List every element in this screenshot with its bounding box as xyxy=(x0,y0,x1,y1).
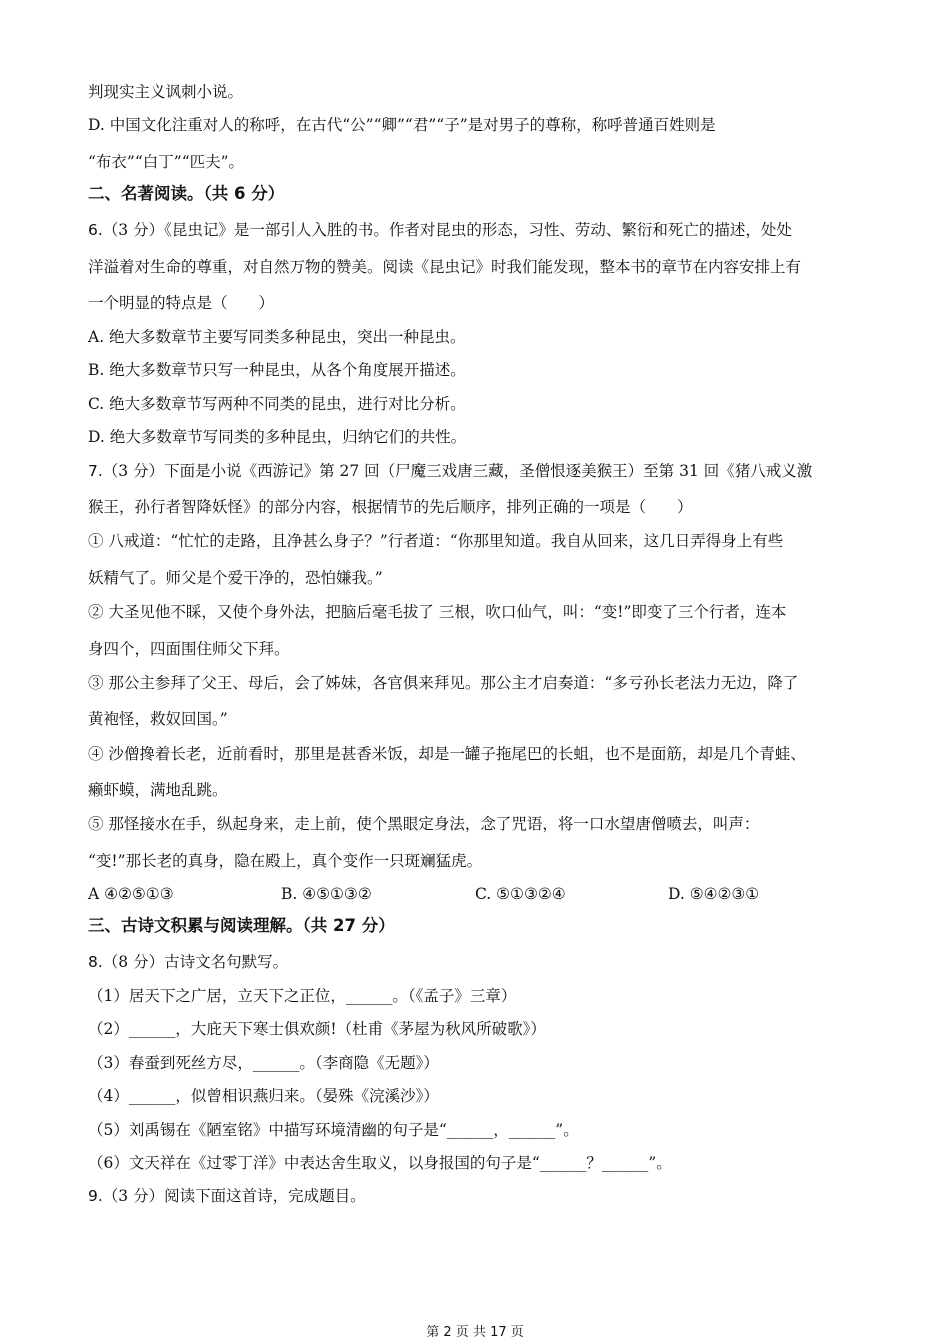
option-d: D. 绝大多数章节写同类的多种昆虫，归纳它们的共性。 xyxy=(88,428,467,446)
text-line: 一个明显的特点是（ ） xyxy=(88,294,275,312)
option-b: B. 绝大多数章节只写一种昆虫，从各个角度展开描述。 xyxy=(88,361,466,379)
text-line: 猴王，孙行者智降妖怪》的部分内容，根据情节的先后顺序，排列正确的一项是（ ） xyxy=(88,498,693,516)
option-c: C. 绝大多数章节写两种不同类的昆虫，进行对比分析。 xyxy=(88,395,466,413)
option-d-line: D. 中国文化注重对人的称呼，在古代“公”“卿”“君”“子”是对男子的尊称，称呼普通百姓则是 xyxy=(88,116,716,134)
fill-in-item-2: （2）______，大庇天下寒士俱欢颜!（杜甫《茅屋为秋风所破歌》） xyxy=(88,1020,546,1038)
passage-1-line: ① 八戒道：“忙忙的走路，且净甚么身子？”行者道：“你那里知道。我自从回来，这几日弄得身上有些 xyxy=(88,532,784,550)
question-text: （3 分）阅读下面这首诗，完成题目。 xyxy=(102,1187,366,1205)
page-total: 17 xyxy=(490,1325,507,1340)
page-number: 2 xyxy=(443,1325,452,1340)
question-text: （3 分）《昆虫记》是一部引人入胜的书。作者对昆虫的形态，习性、劳动、繁衍和死亡的描述，处处 xyxy=(102,221,792,239)
passage-2-line: 身四个，四面围住师父下拜。 xyxy=(88,640,290,658)
question-9-stem xyxy=(88,1186,366,1206)
passage-5-line: ⑤ 那怪接水在手，纵起身来，走上前，使个黑眼定身法，念了咒语，将一口水望唐僧喷去，叫声： xyxy=(88,815,760,833)
section-heading-3: 三、古诗文积累与阅读理解。（共 27 分） xyxy=(88,916,395,935)
option-a: A ④②⑤①③ xyxy=(88,885,174,903)
footer-text: 页 xyxy=(506,1325,524,1340)
question-8-stem xyxy=(88,952,288,972)
question-number: 6. xyxy=(88,221,103,239)
option-b: B. ④⑤①③② xyxy=(281,885,372,903)
fill-in-item-6: （6）文天祥在《过零丁洋》中表达舍生取义，以身报国的句子是“______？______”。 xyxy=(88,1154,672,1172)
text-line: 判现实主义讽刺小说。 xyxy=(88,83,244,101)
question-text: （8 分）古诗文名句默写。 xyxy=(102,953,289,971)
question-number: 9. xyxy=(88,1187,103,1205)
passage-4-line: ④ 沙僧搀着长老，近前看时，那里是甚香米饭，却是一罐子拖尾巴的长蛆，也不是面筋，却是几个青蛙、 xyxy=(88,745,806,763)
question-number: 7. xyxy=(88,462,103,480)
footer-text: 第 xyxy=(426,1325,444,1340)
passage-3-line: ③ 那公主参拜了父王、母后，会了姊妹，各官俱来拜见。那公主才启奏道：“多亏孙长老法力无边，降了 xyxy=(88,674,799,692)
passage-4-line: 癞虾蟆，满地乱跳。 xyxy=(88,781,228,799)
option-a: A. 绝大多数章节主要写同类多种昆虫，突出一种昆虫。 xyxy=(88,328,466,346)
question-7-stem xyxy=(88,461,812,481)
passage-5-line: “变!”那长老的真身，隐在殿上，真个变作一只斑斓猛虎。 xyxy=(88,852,483,870)
fill-in-item-4: （4）______，似曾相识燕归来。（晏殊《浣溪沙》） xyxy=(88,1087,439,1105)
fill-in-item-3: （3）春蚕到死丝方尽，______。（李商隐《无题》） xyxy=(88,1054,439,1072)
option-c: C. ⑤①③②④ xyxy=(475,885,566,903)
question-number: 8. xyxy=(88,953,103,971)
question-6-stem xyxy=(88,220,792,240)
footer-text: 页 共 xyxy=(451,1325,491,1340)
question-text: （3 分）下面是小说《西游记》第 27 回（尸魔三戏唐三藏，圣僧恨逐美猴王）至第 31 回《猪八戒义激 xyxy=(102,462,813,480)
fill-in-item-5: （5）刘禹锡在《陋室铭》中描写环境清幽的句子是“______，______”。 xyxy=(88,1121,579,1139)
option-d: D. ⑤④②③① xyxy=(668,885,760,903)
passage-1-line: 妖精气了。师父是个爱干净的，恐怕嫌我。” xyxy=(88,569,383,587)
passage-3-line: 黄袍怪，救奴回国。” xyxy=(88,710,228,728)
passage-2-line: ② 大圣见他不睬，又使个身外法，把脑后毫毛拔了 三根，吹口仙气，叫：“变!”即变了三个行者，连本 xyxy=(88,603,787,621)
section-heading-2: 二、名著阅读。（共 6 分） xyxy=(88,184,285,203)
text-line: “布衣”“白丁”“匹夫”。 xyxy=(88,153,245,171)
text-line: 洋溢着对生命的尊重，对自然万物的赞美。阅读《昆虫记》时我们能发现，整本书的章节在内容安排上有 xyxy=(88,258,802,276)
fill-in-item-1: （1）居天下之广居，立天下之正位，______。（《孟子》三章） xyxy=(88,987,517,1005)
page-footer xyxy=(0,1325,950,1341)
